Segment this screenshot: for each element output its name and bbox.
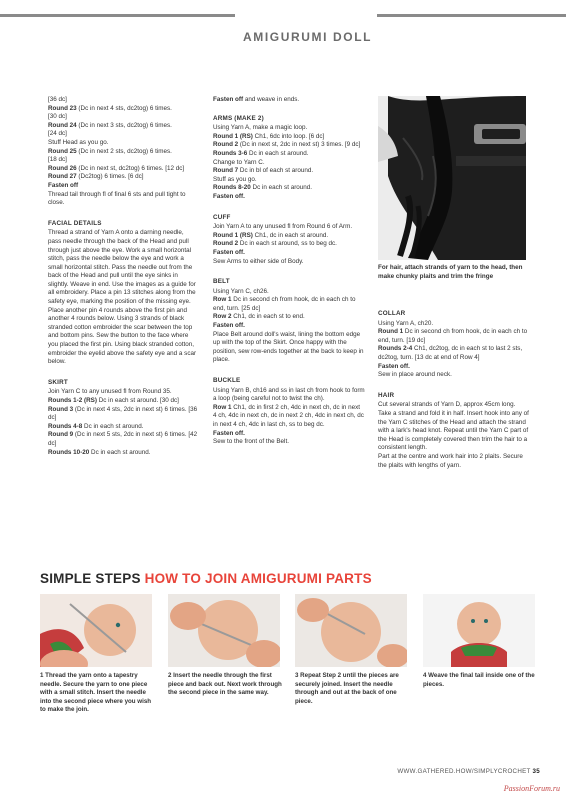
header-rule-left [0, 14, 235, 17]
footer-url: WWW.GATHERED.HOW/SIMPLYCROCHET [397, 768, 531, 775]
round-line: Round 7 Dc in bl of each st around. [213, 167, 314, 175]
step-2-text: Insert the needle through the first piece and back out. Next work through the second piece in the same way. [168, 672, 282, 697]
heading-collar: COLLAR [378, 310, 406, 317]
steps-title-prefix: SIMPLE STEPS [40, 571, 145, 586]
photo-caption: For hair, attach strands of yarn to the head, then make chunky plaits and trim the fringe [378, 264, 523, 280]
round-line: Round 1 (RS) Ch1, dc in each st around. [213, 231, 329, 239]
fasten-off: Fasten off. [213, 192, 245, 200]
header-rule-right [377, 14, 566, 17]
step-1-illustration [40, 594, 152, 667]
fasten-line: Fasten off and weave in ends. [213, 96, 300, 103]
round-line: Round 24 (Dc in next 3 sts, dc2tog) 6 times. [48, 121, 172, 129]
round-line: Round 3 (Dc in next 4 sts, 2dc in next st) 6 times. [36 dc] [48, 405, 198, 422]
fasten-off: Fasten off. [213, 322, 245, 330]
heading-skirt: SKIRT [48, 378, 68, 386]
text-line: [24 dc] [48, 130, 67, 138]
heading-hair: HAIR [378, 391, 395, 399]
round-line: Rounds 3-6 Dc in each st around. [213, 149, 309, 157]
column-2 [213, 96, 365, 447]
text-line: [36 dc] [48, 96, 67, 103]
step-4-caption [423, 672, 538, 689]
step-4-number: 4 [423, 672, 427, 679]
text-line: Join Yarn C to any unused fl from Round 35. [48, 388, 172, 396]
round-line: Round 1 Dc in second ch from hook, dc in each ch to end, turn. [19 dc] [378, 328, 528, 344]
round-line: Round 9 (Dc in next 5 sts, 2dc in next st) 6 times. [42 dc] [48, 431, 198, 447]
text-line: Using Yarn B, ch16 and ss in last ch from hook to form a loop (being careful not to twist the ch). [213, 386, 365, 403]
round-line: Round 26 (Dc in next st, dc2tog) 6 times. [12 dc] [48, 164, 185, 172]
steps-title-main: HOW TO JOIN AMIGURUMI PARTS [144, 571, 372, 586]
fasten-off: Fasten off. [213, 248, 245, 256]
heading-facial-details: FACIAL DETAILS [48, 219, 102, 227]
text-line: Sew Arms to either side of Body. [213, 257, 304, 265]
fasten-off: Fasten off [48, 181, 79, 189]
round-line: Row 1 Ch1, dc in first 2 ch, 4dc in next ch, dc in next 4 ch, 4dc in next ch, dc in next 2 ch, 4dc in next ch, dc in next 4 ch, 4dc in last ch, ss to beg dc. [213, 403, 364, 428]
round-line: Rounds 2-4 Ch1, dc2tog, dc in each st to last 2 sts, dc2tog, turn. [13 dc at end of Row 4] [378, 345, 523, 361]
watermark: PassionForum.ru [503, 784, 560, 793]
text-line: Stuff Head as you go. [48, 138, 109, 146]
step-1-photo [40, 594, 152, 667]
heading-cuff: CUFF [213, 213, 231, 221]
step-1-number: 1 [40, 672, 44, 679]
step-2-illustration [168, 594, 280, 667]
round-line: Rounds 1-2 (RS) Dc in each st around. [30 dc] [48, 397, 179, 404]
column-3 [378, 310, 530, 470]
footer [397, 768, 540, 775]
heading-buckle: BUCKLE [213, 377, 241, 385]
step-2-photo [168, 594, 280, 667]
text-line: Change to Yarn C. [213, 158, 265, 166]
facial-details-text: Thread a strand of Yarn A onto a darning needle, pass needle through the back of the Head and pull through just above the eye. Work a small horizontal stitch, pass the needle below the eye and work a small horizontal stitch. Pass the needle out from the back of the Head and pull until the eye sinks in slightly. Weave in end. Use the images as a guide for all embroidery. Place a pin 13 stitches along from the safety eye, marking the position of the missing eye. Place another pin 4 rounds above the first pin and another 4 rounds below. Using 3 strands of black stranded cotton embroider the scar between the top and bottom pins. Sew the button to the face where you placed the first pin. Using black stranded cotton, embroider the eyelid above the safety eye and a scar below. [48, 229, 197, 366]
round-line: Rounds 8-20 Dc in each st around. [213, 184, 313, 192]
section-title: AMIGURUMI DOLL [243, 30, 373, 44]
step-3-number: 3 [295, 672, 299, 679]
step-2-caption [168, 672, 283, 698]
text-line: Place Belt around doll's waist, lining the bottom edge up with the top of the Skirt. Once happy with the position, sew row-ends together at the back to keep in place. [213, 330, 364, 364]
step-2-number: 2 [168, 672, 172, 679]
fasten-off: Fasten off. [213, 429, 245, 437]
step-3-illustration [295, 594, 407, 667]
doll-hair-photo [378, 96, 526, 260]
simple-steps-title [40, 571, 372, 586]
step-1-text: Thread the yarn onto a tapestry needle. Secure the yarn to one piece with a small stitch. Insert the needle into the second piece where you wish to make the join. [40, 672, 152, 714]
doll-hair-illustration [378, 96, 526, 260]
text-line: Stuff as you go. [213, 175, 257, 183]
fasten-off: Fasten off. [378, 362, 410, 370]
round-line: Row 2 Ch1, dc in each st to end. [213, 313, 305, 321]
heading-arms: ARMS (MAKE 2) [213, 114, 264, 122]
round-line: Round 2 (Dc in next st, 2dc in next st) 3 times. [9 dc] [213, 141, 361, 149]
round-line: Round 27 (Dc2tog) 6 times. [6 dc] [48, 173, 144, 181]
text-line: Thread tail through fl of final 6 sts and pull tight to close. [48, 190, 186, 207]
step-4-illustration [423, 594, 535, 667]
round-line: Rounds 4-8 Dc in each st around. [48, 422, 144, 430]
step-3-text: Repeat Step 2 until the pieces are securely joined. Insert the needle through and out at the back of one piece. [295, 672, 399, 705]
column-1 [48, 96, 198, 457]
page-number: 35 [532, 768, 540, 775]
text-line: Join Yarn A to any unused fl from Round 6 of Arm. [213, 223, 353, 231]
text-line: Sew in place around neck. [378, 371, 452, 379]
step-3-caption [295, 672, 410, 706]
text-line: [30 dc] [48, 113, 67, 121]
round-line: Round 25 (Dc in next 2 sts, dc2tog) 6 times. [48, 147, 172, 155]
hair-text: Cut several strands of Yarn D, approx 45cm long. Take a strand and fold it in half. Insert hook into any of the Yarn C stitches of the Head and attach the strand with a lark's head knot. Repeat until the Yarn C part of the Head is completely covered then trim the hair to a consistent length. [378, 401, 529, 452]
hair-text-2: Part at the centre and work hair into 2 plaits. Secure the plaits with lengths of yarn. [378, 452, 523, 469]
step-1-caption [40, 672, 155, 715]
round-line: Rounds 10-20 Dc in each st around. [48, 448, 151, 456]
step-4-text: Weave the final tail inside one of the pieces. [423, 672, 535, 688]
text-line: Using Yarn A, make a magic loop. [213, 124, 308, 132]
step-4-photo [423, 594, 535, 667]
step-3-photo [295, 594, 407, 667]
text-line: Sew to the front of the Belt. [213, 438, 289, 446]
round-line: Round 2 Dc in each st around, ss to beg dc. [213, 240, 337, 248]
round-line: Row 1 Dc in second ch from hook, dc in each ch to end, turn. [25 dc] [213, 296, 356, 312]
heading-belt: BELT [213, 278, 230, 286]
text-line: [18 dc] [48, 156, 67, 164]
text-line: Using Yarn A, ch20. [378, 319, 434, 327]
round-line: Round 1 (RS) Ch1, 6dc into loop. [6 dc] [213, 132, 325, 140]
round-line: Round 23 (Dc in next 4 sts, dc2tog) 6 times. [48, 104, 172, 112]
text-line: Using Yarn C, ch26. [213, 287, 269, 295]
